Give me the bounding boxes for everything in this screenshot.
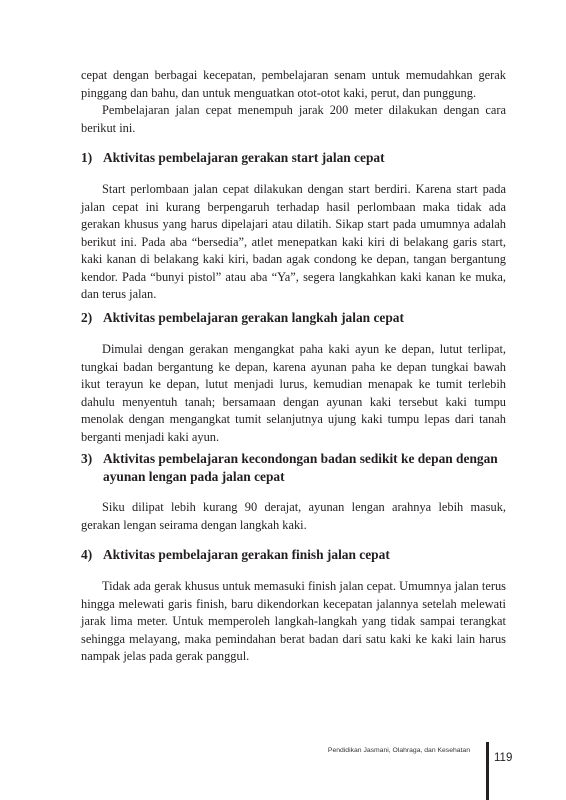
section-number: 2) — [81, 310, 93, 325]
intro-paragraph: cepat dengan berbagai kecepatan, pembelajaran senam untuk memudahkan gerak pinggang dan bahu, dan untuk menguatkan otot-otot kaki, perut, dan punggung. — [81, 68, 506, 100]
section-heading-1 — [81, 149, 511, 167]
footer-book-title: Pendidikan Jasmani, Olahraga, dan Kesehatan — [327, 747, 470, 754]
section-heading-2 — [81, 309, 511, 327]
page-number: 119 — [494, 752, 513, 764]
footer-divider — [486, 742, 489, 800]
intro-block — [81, 67, 506, 137]
section-title: Aktivitas pembelajaran kecondongan badan sedikit ke depan dengan ayunan lengan pada jalan cepat — [103, 451, 498, 484]
section-paragraph: Dimulai dengan gerakan mengangkat paha kaki ayun ke depan, lutut terlipat, tungkai badan bergantung ke depan, karena ayunan paha ke depan tungkai bawah ikut terayun ke depan, lutut menjadi lurus, kemudian menapak ke tumit terlebih dahulu menyentuh tanah; bersamaan dengan ayunan kaki tersebut kaki tumpu menolak dengan mengangkat tumit selanjutnya ujung kaki tumpu lepas dari tanah berganti menjadi kaki ayun. — [81, 342, 506, 444]
section-title: Aktivitas pembelajaran gerakan start jalan cepat — [103, 150, 385, 165]
section-number: 4) — [81, 547, 93, 562]
section-number: 3) — [81, 451, 93, 466]
section-body-1 — [81, 181, 506, 304]
section-title: Aktivitas pembelajaran gerakan langkah jalan cepat — [103, 310, 404, 325]
section-paragraph: Siku dilipat lebih kurang 90 derajat, ayunan lengan arahnya lebih masuk, gerakan lengan seirama dengan langkah kaki. — [81, 500, 506, 532]
section-paragraph: Tidak ada gerak khusus untuk memasuki finish jalan cepat. Umumnya jalan terus hingga melewati garis finish, baru dikendorkan kecepatan jalannya setelah melewati jarak lima meter. Untuk memperoleh langkah-langkah yang tidak sampai terangkat sehingga melayang, maka pemindahan berat badan dari satu kaki ke kaki lain harus nampak jelas pada gerak panggul. — [81, 579, 506, 663]
section-body-2 — [81, 341, 506, 446]
section-body-4 — [81, 578, 506, 666]
section-body-3 — [81, 499, 506, 534]
section-number: 1) — [81, 150, 93, 165]
section-paragraph: Start perlombaan jalan cepat dilakukan dengan start berdiri. Karena start pada jalan cepat ini kurang berpengaruh terhadap hasil perlombaan maka tidak ada gerakan khusus yang harus dipelajari atau dilatih. Sikap start pada umumnya adalah berikut ini. Pada aba “bersedia”, atlet menepatkan kaki kiri di belakang garis start, kaki kanan di belakang kaki kiri, badan agak condong ke depan, tangan bergantung kendor. Pada “bunyi pistol” atau aba “Ya”, segera langkahkan kaki kanan ke muka, dan terus jalan. — [81, 182, 506, 301]
section-heading-3 — [81, 450, 511, 486]
section-title: Aktivitas pembelajaran gerakan finish jalan cepat — [103, 547, 390, 562]
intro-paragraph-2: Pembelajaran jalan cepat menempuh jarak 200 meter dilakukan dengan cara berikut ini. — [81, 103, 506, 135]
section-heading-4 — [81, 546, 511, 564]
